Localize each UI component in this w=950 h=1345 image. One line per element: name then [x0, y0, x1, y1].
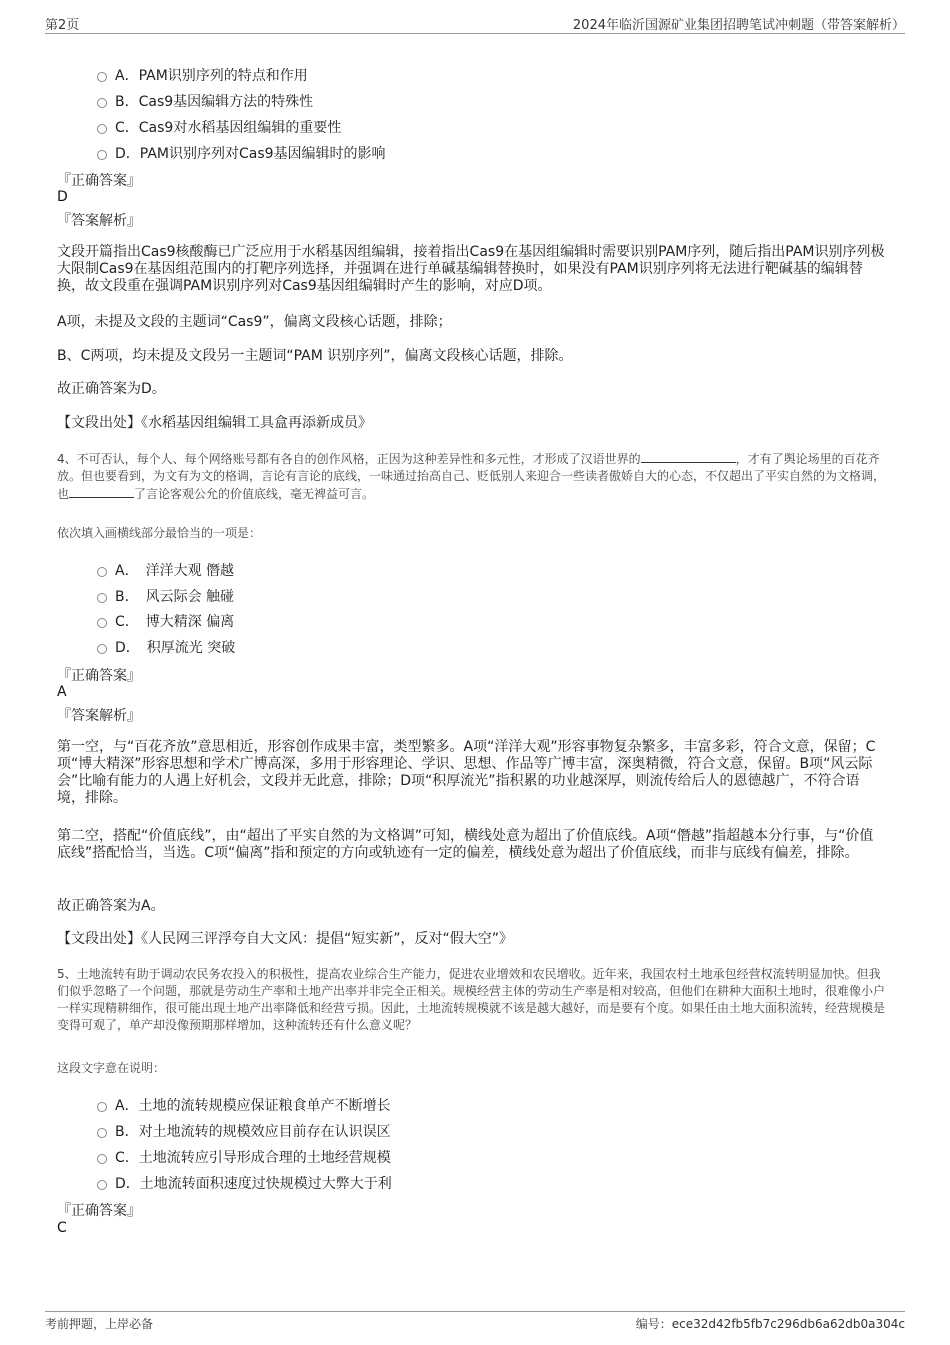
radio-icon[interactable]: [97, 1180, 107, 1190]
q5-option-a[interactable]: [97, 1095, 391, 1115]
q3-option-c[interactable]: [97, 117, 341, 137]
radio-icon[interactable]: [97, 1102, 107, 1112]
q5-option-a-label: A．土地的流转规模应保证粮食单产不断增长: [115, 1098, 391, 1114]
page-number: 第2页: [45, 18, 80, 33]
q4-stem-part2: ，才有了舆论场里的百花齐放。但也要看到，为文有为文的格调，言论有言论的底线，一味通过抬高自己、贬低别人来迎合一些读者傲娇自大的心态，不仅超出了平实自然的为文格调，也: [57, 452, 886, 501]
q3-option-a[interactable]: [97, 65, 308, 85]
q3-answer: D: [57, 189, 68, 205]
q3-answer-label: 『正确答案』: [57, 173, 141, 189]
q4-option-c[interactable]: [97, 611, 234, 631]
q4-option-b-label: B． 风云际会 触碰: [115, 589, 235, 605]
radio-icon[interactable]: [97, 644, 107, 654]
q5-answer-label: 『正确答案』: [57, 1203, 141, 1219]
q4-answer-label: 『正确答案』: [57, 668, 141, 684]
q3-option-d[interactable]: [97, 143, 386, 163]
q4-option-c-label: C． 博大精深 偏离: [115, 614, 235, 630]
radio-icon[interactable]: [97, 593, 107, 603]
header-divider: [45, 33, 905, 34]
q5-option-c[interactable]: [97, 1147, 391, 1167]
document-title: 2024年临沂国源矿业集团招聘笔试冲刺题（带答案解析）: [572, 18, 905, 33]
q5-answer: C: [57, 1220, 67, 1236]
footer-slogan: 考前押题，上岸必备: [45, 1317, 154, 1331]
radio-icon[interactable]: [97, 1128, 107, 1138]
q5-option-b-label: B．对土地流转的规模效应目前存在认识误区: [115, 1124, 391, 1140]
q3-analysis-paragraph: 故正确答案为D。: [57, 381, 166, 397]
q4-stem-part1: 4、不可否认，每个人、每个网络账号都有各自的创作风格，正因为这种差异性和多元性，才形成了汉语世界的: [57, 452, 641, 466]
q4-analysis-paragraph: 第二空，搭配“价值底线”，由“超出了平实自然的为文格调”可知，横线处意为超出了价值底线。A项“僭越”指超越本分行事，与“价值底线”搭配恰当，当选。C项“偏离”指和预定的方向或轨迹有一定的偏差，横线处意为超出了价值底线，而非与底线有偏差，排除。: [57, 828, 874, 861]
q5-option-b[interactable]: [97, 1121, 391, 1141]
q3-option-d-label: D．PAM识别序列对Cas9基因编辑时的影响: [115, 146, 386, 162]
q4-option-a-label: A． 洋洋大观 僭越: [115, 563, 235, 579]
radio-icon[interactable]: [97, 1154, 107, 1164]
q3-analysis-label: 『答案解析』: [57, 213, 141, 229]
q5-stem: 5、土地流转有助于调动农民务农投入的积极性，提高农业综合生产能力，促进农业增效和农民增收。近年来，我国农村土地承包经营权流转明显加快。但我们似乎忽略了一个问题，那就是劳动生产率和土地产出率并非完全正相关。规模经营主体的劳动生产率是相对较高，但他们在耕种大面积土地时，很难像小户一样实现精耕细作，很可能出现土地产出率降低和经营亏损。因此，土地流转规模就不该是越大越好，而是要有个度。如果任由土地大面积流转，经营规模是变得可观了，单产却没像预期那样增加，这种流转还有什么意义呢？: [57, 967, 886, 1032]
q5-prompt: 这段文字意在说明：: [57, 1061, 166, 1075]
q4-source: 【文段出处】《人民网三评浮夸自大文风：提倡“短实新”，反对“假大空”》: [57, 931, 514, 947]
q5-option-c-label: C．土地流转应引导形成合理的土地经营规模: [115, 1150, 391, 1166]
q4-analysis-label: 『答案解析』: [57, 708, 141, 724]
radio-icon[interactable]: [97, 72, 107, 82]
q3-option-b-label: B．Cas9基因编辑方法的特殊性: [115, 94, 314, 110]
q5-option-d-label: D．土地流转面积速度过快规模过大弊大于利: [115, 1176, 392, 1192]
q4-option-d-label: D． 积厚流光 突破: [115, 640, 236, 656]
document-id: 编号：ece32d42fb5fb7c296db6a62db0a304c: [635, 1317, 905, 1331]
radio-icon[interactable]: [97, 618, 107, 628]
q3-option-b[interactable]: [97, 91, 313, 111]
q4-option-a[interactable]: [97, 560, 234, 580]
q4-stem: [57, 450, 887, 503]
fill-blank-1: [641, 450, 736, 463]
q3-analysis-paragraph: A项，未提及文段的主题词“Cas9”，偏离文段核心话题，排除；: [57, 314, 452, 330]
q4-option-d[interactable]: [97, 637, 235, 657]
q3-analysis-paragraph: 文段开篇指出Cas9核酸酶已广泛应用于水稻基因组编辑，接着指出Cas9在基因组编辑时需要识别PAM序列，随后指出PAM识别序列极大限制Cas9在基因组范围内的打靶序列选择，并强调在进行单碱基编辑替换时，如果没有PAM识别序列将无法进行靶碱基的编辑替换，故文段重在强调PAM识别序列对Cas9基因组编辑时产生的影响，对应D项。: [57, 244, 885, 294]
q3-source: 【文段出处】《水稻基因组编辑工具盒再添新成员》: [57, 415, 372, 431]
q4-prompt: 依次填入画横线部分最恰当的一项是：: [57, 526, 262, 540]
q4-analysis-paragraph: 第一空，与“百花齐放”意思相近，形容创作成果丰富，类型繁多。A项“洋洋大观”形容事物复杂繁多，丰富多彩，符合文意，保留；C项“博大精深”形容思想和学术广博高深，多用于形容理论、学识、思想、作品等广博丰富，深奥精微，符合文意，保留。B项“风云际会”比喻有能力的人遇上好机会，文段并无此意，排除；D项“积厚流光”指积累的功业越深厚，则流传给后人的恩德越广，不符合语境，排除。: [57, 739, 876, 806]
q4-option-b[interactable]: [97, 586, 234, 606]
q5-option-d[interactable]: [97, 1173, 392, 1193]
q4-answer: A: [57, 684, 67, 700]
q3-option-c-label: C．Cas9对水稻基因组编辑的重要性: [115, 120, 342, 136]
radio-icon[interactable]: [97, 567, 107, 577]
q4-analysis-paragraph: 故正确答案为A。: [57, 898, 165, 914]
radio-icon[interactable]: [97, 150, 107, 160]
q3-option-a-label: A．PAM识别序列的特点和作用: [115, 68, 308, 84]
radio-icon[interactable]: [97, 124, 107, 134]
q4-stem-part3: 了言论客观公允的价值底线，毫无裨益可言。: [134, 487, 375, 501]
footer-divider: [45, 1311, 905, 1312]
fill-blank-2: [69, 485, 134, 498]
radio-icon[interactable]: [97, 98, 107, 108]
q3-analysis-paragraph: B、C两项，均未提及文段另一主题词“PAM 识别序列”，偏离文段核心话题，排除。: [57, 348, 573, 364]
